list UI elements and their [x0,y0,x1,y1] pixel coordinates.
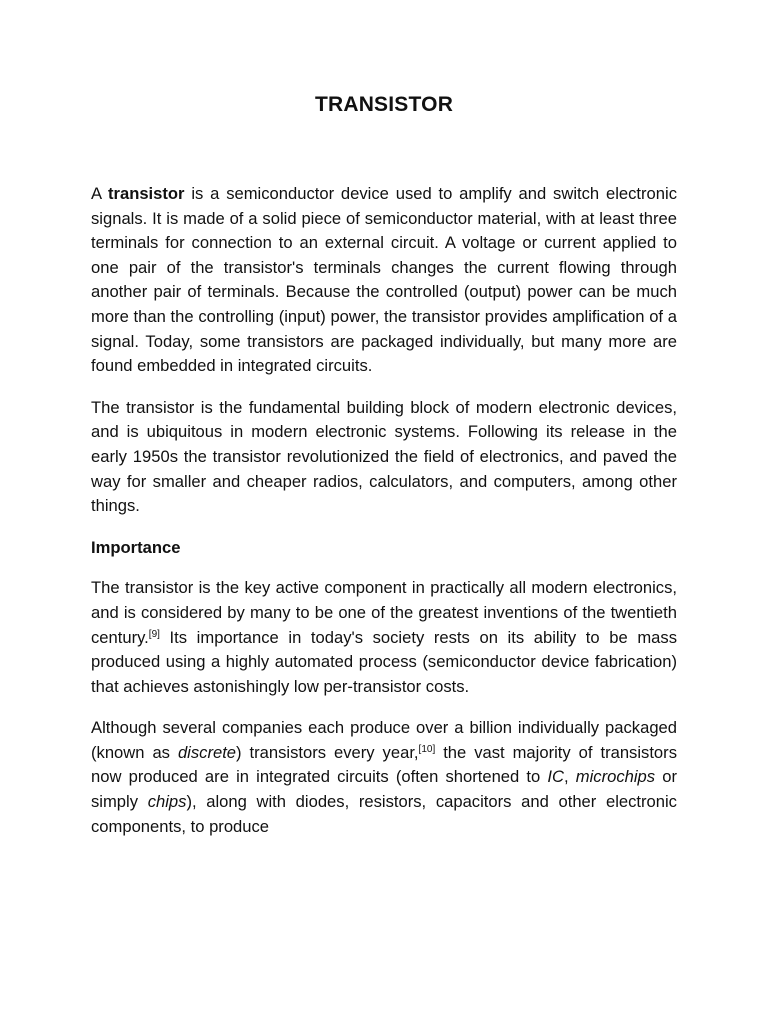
emphasis-ic: IC [547,767,564,787]
paragraph-discrete [91,716,677,839]
paragraph-discrete-text-4: , [564,767,576,787]
emphasis-microchips: microchips [575,767,656,787]
emphasis-discrete: discrete [177,742,237,762]
paragraph-building-block: The transistor is the fundamental building block of modern electronic devices, and is ubiquitous in modern electronic systems. Following its release in the early 1950s the transistor revolutionized the field of electronics, and paved the way for smaller and cheaper radios, calculators, and computers, among other things. [91,397,677,516]
reference-9: [9] [148,628,160,640]
paragraph-intro [91,182,677,379]
paragraph-discrete-text-3: the vast majority of transistors now produced are in integrated circuits (often shortened to [91,742,677,787]
paragraph-intro-text: is a semiconductor device used to amplify and switch electronic signals. It is made of a solid piece of semiconductor material, with at least three terminals for connection to an external circuit. A voltage or current applied to one pair of the transistor's terminals changes the current flowing through another pair of terminals. Because the controlled (output) power can be much more than the controlling (input) power, the transistor provides amplification of a signal. Today, some transistors are packaged individually, but many more are found embedded in integrated circuits. [91,184,677,376]
paragraph-importance-text-1: The transistor is the key active component in practically all modern electronics, and is considered by many to be one of the greatest inventions of the twentieth century. [91,578,677,647]
emphasis-chips: chips [147,792,187,812]
term-transistor: transistor [107,184,185,203]
paragraph-intro-lead: A [91,184,108,203]
paragraph-discrete-text-1: Although several companies each produce over a billion individually packaged (known as [91,718,677,762]
section-heading-importance: Importance [91,537,181,557]
paragraph-importance [91,576,677,699]
paragraph-discrete-text-5: or simply [91,767,677,812]
reference-10: [10] [418,743,436,755]
paragraph-discrete-text-6: ), along with diodes, resistors, capacitors and other electronic components, to produce [91,792,677,836]
paragraph-importance-text-2: Its importance in today's society rests on its ability to be mass produced using a highly automated process (semiconductor device fabrication) that achieves astonishingly low per-transistor costs. [91,627,677,696]
paragraph-discrete-text-2: ) transistors every year, [236,742,419,762]
document-body [91,182,677,856]
document-title: TRANSISTOR [314,93,454,116]
